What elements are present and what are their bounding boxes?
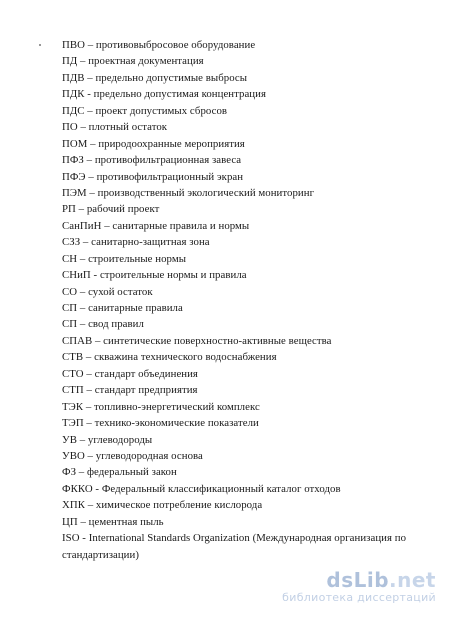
abbreviation-definition: санитарные правила xyxy=(88,302,183,314)
abbreviation-entry xyxy=(62,218,432,234)
abbreviation-definition: противофильтрационная завеса xyxy=(94,154,242,167)
abbreviation-separator: – xyxy=(84,39,96,51)
abbreviation-separator: – xyxy=(76,433,88,446)
abbreviation-term: СН xyxy=(62,252,78,265)
abbreviation-term: СП xyxy=(62,318,78,331)
abbreviation-term: ФЗ xyxy=(62,466,77,479)
abbreviation-separator: – xyxy=(77,55,89,68)
abbreviation-term: ПОМ xyxy=(62,137,88,150)
abbreviation-term: ПВО xyxy=(62,39,85,51)
abbreviation-definition: проектная документация xyxy=(88,55,204,68)
abbreviation-separator: – xyxy=(83,154,95,167)
abbreviation-definition: производственный экологический мониторинг xyxy=(97,186,315,199)
abbreviation-definition: цементная пыль xyxy=(88,515,164,528)
abbreviation-term: СО xyxy=(62,285,78,298)
abbreviation-entry xyxy=(62,366,432,382)
abbreviation-definition: санитарно-защитная зона xyxy=(91,236,210,249)
abbreviation-entry xyxy=(62,234,432,250)
abbreviation-separator: – xyxy=(77,121,89,134)
abbreviation-separator: – xyxy=(77,285,89,298)
abbreviation-definition: рабочий проект xyxy=(86,203,160,216)
abbreviation-separator: – xyxy=(83,351,95,364)
abbreviation-definition: International Standards Organization (Международная организация по стандартизации) xyxy=(62,532,407,561)
abbreviation-entry xyxy=(62,481,432,497)
abbreviation-definition: противофильтрационный экран xyxy=(96,170,244,183)
abbreviation-term: УВ xyxy=(62,433,77,446)
abbreviation-term: ПФЭ xyxy=(62,170,86,183)
abbreviation-definition: противовыбросовое оборудование xyxy=(95,39,256,51)
abbreviation-entry xyxy=(62,300,432,316)
abbreviation-entry xyxy=(62,316,432,332)
abbreviation-term: СТВ xyxy=(62,351,84,364)
abbreviation-definition: стандарт предприятия xyxy=(94,384,198,397)
abbreviation-definition: сухой остаток xyxy=(88,285,153,298)
abbreviation-separator: - xyxy=(84,88,94,101)
abbreviation-term: ТЭП xyxy=(62,417,84,430)
abbreviation-definition: проект допустимых сбросов xyxy=(95,104,228,117)
abbreviation-definition: строительные нормы и правила xyxy=(99,269,247,282)
abbreviation-separator: – xyxy=(75,203,87,216)
abbreviation-separator: – xyxy=(85,170,97,183)
abbreviation-term: ПДС xyxy=(62,104,85,117)
abbreviation-entry xyxy=(62,103,432,119)
abbreviation-separator: – xyxy=(77,515,89,528)
abbreviation-term: СТП xyxy=(62,384,84,397)
abbreviation-entry xyxy=(62,530,432,563)
abbreviation-definition: химическое потребление кислорода xyxy=(95,499,263,512)
watermark-logo xyxy=(282,569,436,591)
abbreviation-separator: – xyxy=(77,302,89,314)
abbreviation-entry xyxy=(62,514,432,530)
abbreviation-list xyxy=(62,37,432,563)
abbreviation-separator: – xyxy=(84,104,96,117)
abbreviation-term: ISO xyxy=(62,532,80,545)
abbreviation-term: УВО xyxy=(62,449,85,462)
abbreviation-entry xyxy=(62,432,432,448)
abbreviation-entry xyxy=(62,86,432,102)
abbreviation-term: ПФЗ xyxy=(62,154,84,167)
abbreviation-term: ХПК xyxy=(62,499,85,512)
abbreviation-entry xyxy=(62,333,432,349)
abbreviation-entry xyxy=(62,53,432,69)
abbreviation-entry xyxy=(62,382,432,398)
abbreviation-separator: – xyxy=(80,236,92,249)
abbreviation-separator: – xyxy=(83,367,95,380)
abbreviation-term: ТЭК xyxy=(62,400,84,413)
abbreviation-separator: - xyxy=(92,482,102,495)
abbreviation-definition: предельно допустимые выбросы xyxy=(95,71,248,84)
abbreviation-separator: – xyxy=(86,186,98,199)
abbreviation-separator: – xyxy=(84,71,96,84)
abbreviation-term: ЦП xyxy=(62,515,78,528)
abbreviation-term: ПДВ xyxy=(62,71,85,84)
abbreviation-definition: природоохранные мероприятия xyxy=(98,137,245,150)
abbreviation-definition: скважина технического водоснабжения xyxy=(94,351,277,364)
abbreviation-entry xyxy=(62,251,432,267)
abbreviation-entry xyxy=(62,201,432,217)
abbreviation-term: ПД xyxy=(62,55,78,68)
abbreviation-definition: углеводородная основа xyxy=(95,449,203,462)
abbreviation-entry xyxy=(62,185,432,201)
scan-speck xyxy=(39,44,41,46)
abbreviation-separator: – xyxy=(84,449,96,462)
abbreviation-separator: – xyxy=(76,466,87,479)
abbreviation-separator: – xyxy=(77,252,89,265)
abbreviation-definition: строительные нормы xyxy=(88,252,187,265)
abbreviation-entry xyxy=(62,119,432,135)
abbreviation-definition: синтетические поверхностно-активные вещества xyxy=(103,334,332,347)
abbreviation-entry xyxy=(62,267,432,283)
abbreviation-entry xyxy=(62,284,432,300)
watermark xyxy=(282,569,436,604)
abbreviation-entry xyxy=(62,349,432,365)
abbreviation-definition: технико-экономические показатели xyxy=(94,417,259,430)
abbreviation-entry xyxy=(62,399,432,415)
abbreviation-definition: свод правил xyxy=(88,318,144,331)
abbreviation-entry xyxy=(62,497,432,513)
abbreviation-term: СНиП xyxy=(62,269,91,282)
abbreviation-definition: санитарные правила и нормы xyxy=(112,219,250,232)
abbreviation-definition: Федеральный классификационный каталог отходов xyxy=(101,482,341,495)
abbreviation-term: СанПиН xyxy=(62,219,102,232)
abbreviation-separator: – xyxy=(101,219,113,232)
abbreviation-term: СТО xyxy=(62,367,84,380)
abbreviation-entry xyxy=(62,136,432,152)
abbreviation-entry xyxy=(62,464,432,480)
abbreviation-term: ПО xyxy=(62,121,78,134)
abbreviation-separator: – xyxy=(87,137,99,150)
abbreviation-entry xyxy=(62,448,432,464)
abbreviation-term: СЗЗ xyxy=(62,236,81,249)
abbreviation-separator: – xyxy=(84,499,96,512)
abbreviation-definition: углеводороды xyxy=(87,433,153,446)
abbreviation-definition: стандарт объединения xyxy=(94,367,198,380)
abbreviation-separator: - xyxy=(79,532,89,545)
abbreviation-separator: – xyxy=(83,384,95,397)
watermark-logo-tld: .net xyxy=(389,568,436,592)
abbreviation-entry xyxy=(62,152,432,168)
abbreviation-entry xyxy=(62,37,432,53)
abbreviation-definition: федеральный закон xyxy=(87,466,177,479)
abbreviation-term: СПАВ xyxy=(62,334,93,347)
abbreviation-term: РП xyxy=(62,203,76,216)
abbreviation-separator: - xyxy=(90,269,100,282)
abbreviation-definition: предельно допустимая концентрация xyxy=(93,88,266,101)
abbreviation-term: ФККО xyxy=(62,482,93,495)
watermark-subtitle: библиотека диссертаций xyxy=(282,591,436,604)
abbreviation-term: ПЭМ xyxy=(62,186,87,199)
abbreviation-entry xyxy=(62,169,432,185)
abbreviation-separator: – xyxy=(77,318,89,331)
abbreviation-definition: плотный остаток xyxy=(88,121,168,134)
abbreviation-term: СП xyxy=(62,302,78,314)
abbreviation-entry xyxy=(62,415,432,431)
watermark-logo-main: dsLib xyxy=(326,568,390,592)
abbreviation-definition: топливно-энергетический комплекс xyxy=(94,400,260,413)
abbreviation-term: ПДК xyxy=(62,88,85,101)
abbreviation-separator: – xyxy=(83,417,95,430)
abbreviation-entry xyxy=(62,70,432,86)
abbreviation-separator: – xyxy=(92,334,104,347)
abbreviation-separator: – xyxy=(83,400,95,413)
